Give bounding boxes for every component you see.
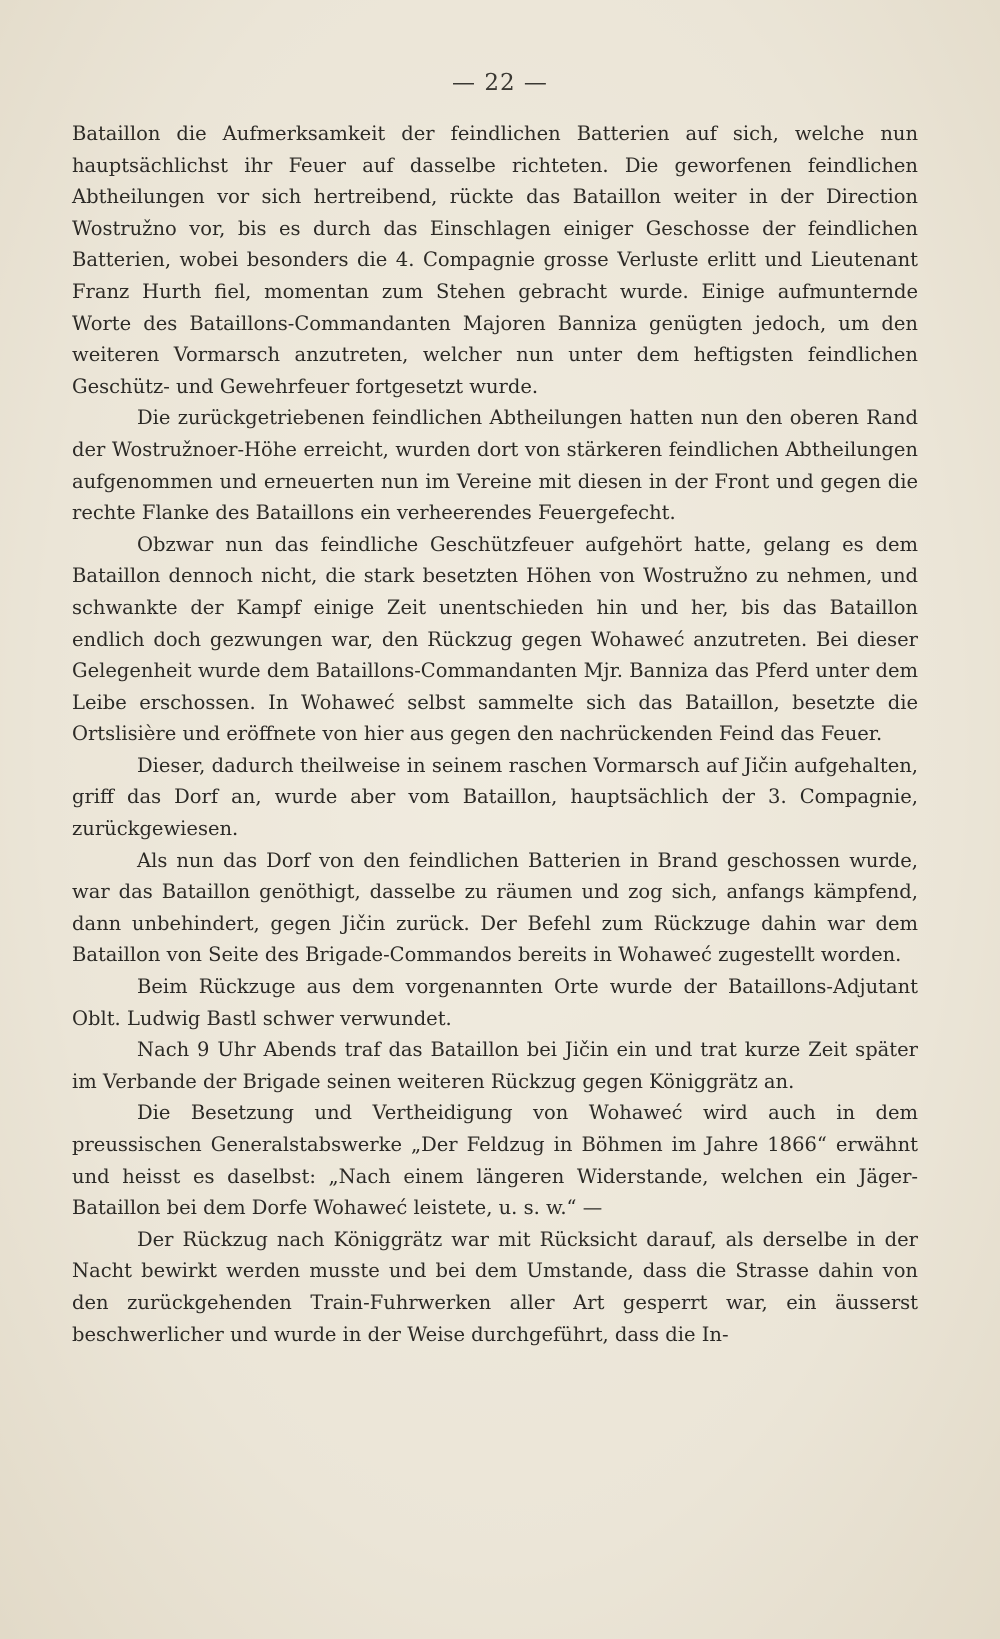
paragraph: Beim Rückzuge aus dem vorgenannten Orte wurde der Bataillons-Adjutant Oblt. Ludwig Bastl schwer verwundet.: [72, 975, 918, 1030]
paragraph: Dieser, dadurch theilweise in seinem raschen Vormarsch auf Jičin aufgehalten, griff das Dorf an, wurde aber vom Bataillon, hauptsächlich der 3. Compagnie, zurückgewiesen.: [72, 753, 918, 841]
paragraph: Die Besetzung und Vertheidigung von Wohaweć wird auch in dem preussischen Generalstabswerke „Der Feldzug in Böhmen im Jahre 1866“ erwähnt und heisst es daselbst: „Nach einem längeren Widerstande, welchen ein Jäger-Bataillon bei dem Dorfe Wohaweć leistete, u. s. w.“ —: [72, 1101, 918, 1220]
paragraph: Die zurückgetriebenen feindlichen Abtheilungen hatten nun den oberen Rand der Wostružnoer-Höhe erreicht, wurden dort von stärkeren feindlichen Abtheilungen aufgenommen und erneuerten nun im Vereine mit diesen in der Front und gegen die rechte Flanke des Bataillons ein verheerendes Feuergefecht.: [72, 406, 918, 525]
paragraph: Als nun das Dorf von den feindlichen Batterien in Brand geschossen wurde, war das Bataillon genöthigt, dasselbe zu räumen und zog sich, anfangs kämpfend, dann unbehindert, gegen Jičin zurück. Der Befehl zum Rückzuge dahin war dem Bataillon von Seite des Brigade-Commandos bereits in Wohaweć zugestellt worden.: [72, 848, 918, 967]
body-text: [72, 118, 918, 1350]
page-number: — 22 —: [452, 70, 548, 96]
paragraph: Nach 9 Uhr Abends traf das Bataillon bei Jičin ein und trat kurze Zeit später im Verbande der Brigade seinen weiteren Rückzug gegen Königgrätz an.: [72, 1038, 918, 1093]
paragraph: Der Rückzug nach Königgrätz war mit Rücksicht darauf, als derselbe in der Nacht bewirkt werden musste und bei dem Umstande, dass die Strasse dahin von den zurückgehenden Train-Fuhrwerken aller Art gesperrt war, ein äusserst beschwerlicher und wurde in der Weise durchgeführt, dass die In-: [72, 1227, 918, 1346]
paragraph: Bataillon die Aufmerksamkeit der feindlichen Batterien auf sich, welche nun hauptsächlichst ihr Feuer auf dasselbe richteten. Die geworfenen feindlichen Abtheilungen vor sich hertreibend, rückte das Bataillon weiter in der Direction Wostružno vor, bis es durch das Einschlagen einiger Geschosse der feindlichen Batterien, wobei besonders die 4. Compagnie grosse Verluste erlitt und Lieutenant Franz Hurth fiel, momentan zum Stehen gebracht wurde. Einige aufmunternde Worte des Bataillons-Commandanten Majoren Banniza genügten jedoch, um den weiteren Vormarsch anzutreten, welcher nun unter dem heftigsten feindlichen Geschütz- und Gewehrfeuer fortgesetzt wurde.: [72, 122, 918, 398]
paragraph: Obzwar nun das feindliche Geschützfeuer aufgehört hatte, gelang es dem Bataillon dennoch nicht, die stark besetzten Höhen von Wostružno zu nehmen, und schwankte der Kampf einige Zeit unentschieden hin und her, bis das Bataillon endlich doch gezwungen war, den Rückzug gegen Wohaweć anzutreten. Bei dieser Gelegenheit wurde dem Bataillons-Commandanten Mjr. Banniza das Pferd unter dem Leibe erschossen. In Wohaweć selbst sammelte sich das Bataillon, besetzte die Ortslisière und eröffnete von hier aus gegen den nachrückenden Feind das Feuer.: [72, 532, 918, 746]
